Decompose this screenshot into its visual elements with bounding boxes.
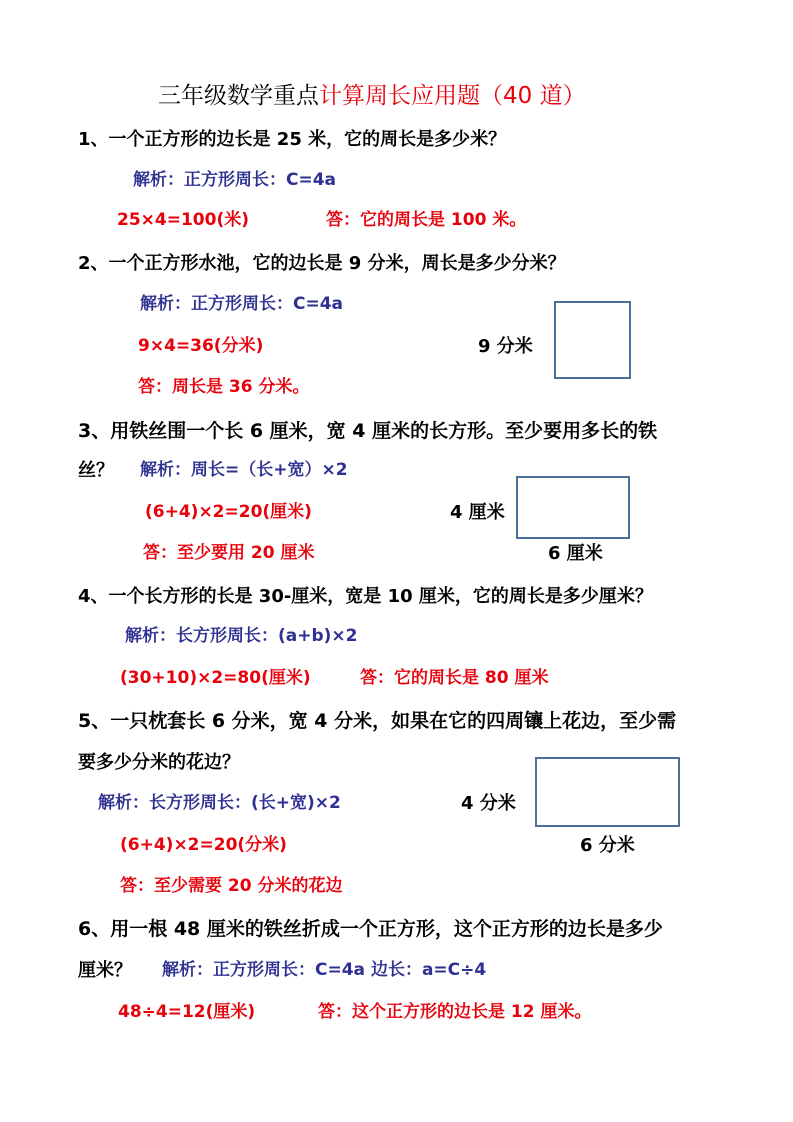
q3-question-line2: 丝？	[78, 460, 114, 481]
q2-calc: 9×4=36(分米)	[138, 336, 264, 356]
q6-analysis: 解析：正方形周长：C=4a 边长：a=C÷4	[162, 960, 487, 980]
q6-answer: 答：这个正方形的边长是 12 厘米。	[318, 1002, 592, 1022]
q2-square-diagram	[554, 301, 631, 379]
q2-analysis: 解析：正方形周长：C=4a	[140, 294, 344, 314]
q5-rectangle-diagram	[535, 757, 680, 827]
q1-question: 1、一个正方形的边长是 25 米，它的周长是多少米？	[78, 129, 507, 150]
title-prefix: 三年级数学重点	[158, 83, 319, 109]
q6-calc: 48÷4=12(厘米)	[118, 1002, 256, 1022]
q3-calc: (6+4)×2=20(厘米)	[145, 502, 312, 522]
q3-question-line1: 3、用铁丝围一个长 6 厘米，宽 4 厘米的长方形。至少要用多长的铁	[78, 420, 658, 442]
q5-calc: (6+4)×2=20(分米)	[120, 835, 287, 855]
q4-analysis: 解析：长方形周长：(a+b)×2	[125, 626, 358, 646]
q6-question-line2: 厘米？	[78, 960, 132, 981]
q4-answer: 答：它的周长是 80 厘米	[360, 668, 549, 688]
q3-rectangle-diagram	[516, 476, 630, 539]
q2-answer: 答：周长是 36 分米。	[138, 377, 310, 397]
q5-answer: 答：至少需要 20 分米的花边	[120, 876, 343, 896]
q3-length-label: 6 厘米	[548, 543, 603, 564]
q2-question: 2、一个正方形水池，它的边长是 9 分米，周长是多少分米？	[78, 253, 566, 274]
q2-side-label: 9 分米	[478, 336, 533, 357]
q1-analysis: 解析：正方形周长：C=4a	[133, 170, 337, 190]
q5-width-label: 4 分米	[461, 793, 516, 814]
q1-answer: 答：它的周长是 100 米。	[326, 210, 527, 230]
q5-question-line2: 要多少分米的花边？	[78, 752, 240, 773]
q3-answer: 答：至少要用 20 厘米	[143, 543, 315, 563]
q5-length-label: 6 分米	[580, 835, 635, 856]
q3-width-label: 4 厘米	[450, 502, 505, 523]
q4-question: 4、一个长方形的长是 30-厘米，宽是 10 厘米，它的周长是多少厘米？	[78, 586, 653, 607]
q1-calc: 25×4=100(米)	[117, 210, 249, 230]
page-title	[158, 85, 586, 108]
q6-question-line1: 6、用一根 48 厘米的铁丝折成一个正方形，这个正方形的边长是多少	[78, 918, 663, 940]
title-highlight: 计算周长应用题（40 道）	[319, 83, 586, 109]
q4-calc: (30+10)×2=80(厘米)	[120, 668, 311, 688]
q3-analysis: 解析：周长=（长+宽）×2	[140, 460, 348, 480]
q5-analysis: 解析：长方形周长：(长+宽)×2	[98, 793, 341, 813]
q5-question-line1: 5、一只枕套长 6 分米，宽 4 分米，如果在它的四周镶上花边，至少需	[78, 710, 677, 732]
